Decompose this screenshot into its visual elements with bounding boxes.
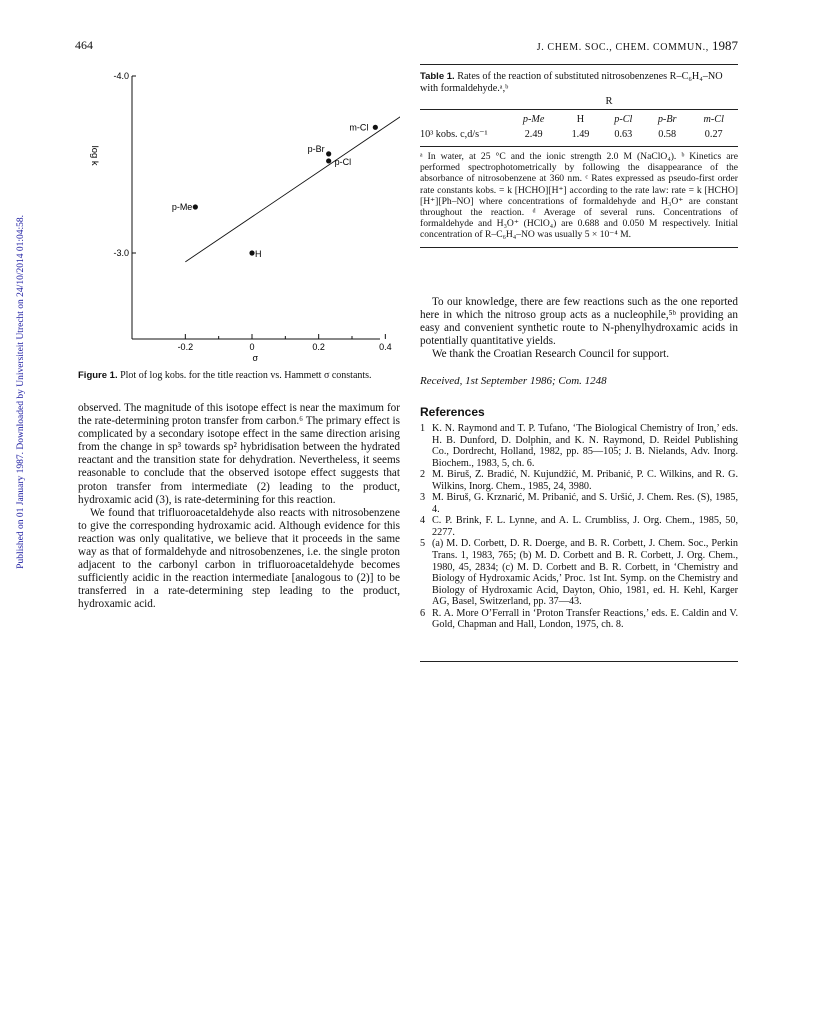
table-header-row (420, 110, 738, 129)
journal-name: J. CHEM. SOC., CHEM. COMMUN., (536, 42, 709, 53)
hammett-plot (80, 62, 400, 362)
right-column-text (420, 296, 738, 361)
table-cell: 0.27 (704, 129, 723, 140)
point-label: p-Br (307, 143, 325, 154)
x-axis-label: σ (252, 353, 259, 362)
point-label: H (255, 249, 262, 259)
figure-1 (80, 62, 400, 362)
data-point (249, 250, 254, 255)
table-title-text: Rates of the reaction of substituted nitrosobenzenes R–C₆H₄–NO with formaldehyde.ᵃ,ᵇ (420, 71, 723, 94)
point-label: p-Me (171, 201, 193, 212)
page-number: 464 (75, 38, 93, 52)
paragraph: We thank the Croatian Research Council for support. (432, 348, 670, 361)
point-label: p-Cl (334, 156, 352, 167)
y-axis-label: log k (89, 145, 100, 166)
reference-item: 5 (a) M. D. Corbett, D. R. Doerge, and B. R. Corbett, J. Chem. Soc., Perkin Trans. 1, 1983, 765; (b) M. D. Corbett and B. R. Corbett, J. Org. Chem., 1980, 45, 2834; (c) M. D. Corbett and B. R. Corbett, in ‘Chemistry and Biology of Hydroxamic Acids,’ Proc. 1st Int. Symp. on the Chemistry and Biology of Hydroxamic Acid, Dayton, Ohio, 1981, ed. H. Kehl, Karger AG, Basel, Switzerland, pp. 37—43. (420, 538, 738, 608)
x-tick-label: 0.2 (312, 342, 325, 352)
table-footnotes: ᵃ In water, at 25 °C and the ionic strength 2.0 M (NaClO₄). ᵇ Kinetics are performed spectrophotometrically by following the disappearance of the absorbance of nitrosobenzene at 360 nm. ᶜ Rates expressed as pseudo-first order rate constants kobs. = k [HCHO][H⁺] according to the rate law: rate = k [HCHO][H⁺][Ph–NO] where concentrations of formaldehyde and H₃O⁺ are constant throughout the reaction. ᵈ Average of several runs. Concentrations of formaldehyde and H₃O⁺ (HClO₄) are 0.688 and 0.050 M respectively. Initial concentration of R–C₆H₄–NO was usually 5 × 10⁻⁴ M. (420, 146, 738, 241)
reference-item: 6 R. A. More O’Ferrall in ‘Proton Transfer Reactions,’ eds. E. Caldin and V. Gold, Chapman and Hall, London, 1975, ch. 8. (420, 607, 738, 631)
download-watermark-text: Published on 01 January 1987. Downloaded by Universiteit Utrecht on 24/10/2014 01:04:58. (16, 215, 26, 569)
column-header: p-Me (508, 110, 559, 129)
x-tick-label: 0.4 (379, 342, 392, 352)
data-point (326, 158, 331, 163)
data-point (193, 204, 198, 209)
paragraph: observed. The magnitude of this isotope effect is near the maximum for the rate-determining proton transfer from carbon.⁶ The primary effect is complicated by a secondary isotope effect in the same direction arising from the change in sp³ towards sp² hybridisation between the hydrated reactant and the transition state for dehydration. Nevertheless, it seems reasonable to conclude that the observed isotope effect suggests that proton transfer from intermediate (2) leading to the product, hydroxamic acid (3), is rate-determining for this reaction. (78, 402, 400, 506)
x-tick-label: -0.2 (177, 342, 194, 352)
row-label: 10³ kobs. c,d/s⁻¹ (420, 129, 488, 140)
table-cell: 1.49 (571, 129, 590, 140)
left-column-text (78, 402, 400, 612)
y-tick-label: -3.0 (113, 248, 129, 258)
received-date: Received, 1st September 1986; Com. 1248 (420, 375, 607, 387)
references-list (420, 423, 738, 631)
figure-caption-text: Plot of log kobs. for the title reaction vs. Hammett σ constants. (120, 370, 372, 381)
table-cell: 2.49 (524, 129, 543, 140)
table-top-rule (420, 64, 738, 65)
table-group-header: R (605, 96, 613, 107)
paragraph: We found that trifluoroacetaldehyde also reacts with nitrosobenzene to give the corresponding hydroxamic acid. Although evidence for this reaction was only qualitative, we believe that it proceeds in the same way as that of formaldehyde and nitrosobenzenes, i.e. the single proton adjacent to the carbonyl carbon in trifluoroacetaldehyde becomes sufficiently acidic in the reaction intermediate [analogous to (2)] to be transferred in a rate-determining step leading to the product, hydroxamic acid. (78, 506, 400, 611)
download-watermark (2, 215, 26, 625)
column-header: H (559, 110, 601, 129)
references-heading: References (420, 405, 485, 419)
running-head (537, 38, 738, 54)
table-cell: 0.63 (614, 129, 633, 140)
table-cell: 0.58 (658, 129, 677, 140)
paragraph: To our knowledge, there are few reactions such as the one reported here in which the nitroso group acts as a nucleophile,⁵ᵇ providing an easy and convenient synthetic route to N-phenylhydroxamic acids in potentially quantitative yields. (420, 296, 738, 348)
figure-caption (78, 370, 400, 382)
reference-item: 2 M. Biruš, Z. Bradić, N. Kujundžić, M. Pribanić, P. C. Wilkins, and R. G. Wilkins, Inorg. Chem., 1985, 24, 3980. (420, 469, 738, 492)
reference-item: 3 M. Biruš, G. Krznarić, M. Pribanić, and S. Uršić, J. Chem. Res. (S), 1985, 4. (420, 492, 738, 515)
table-row (420, 128, 738, 146)
table-bottom-rule (420, 247, 738, 248)
column-header: m-Cl (689, 110, 738, 129)
x-tick-label: 0 (249, 342, 255, 352)
page-bottom-rule (420, 661, 738, 662)
figure-caption-label: Figure 1. (78, 370, 118, 381)
table-label: Table 1. (420, 71, 455, 82)
data-point (373, 125, 378, 130)
point-label: m-Cl (349, 122, 369, 133)
journal-year: 1987 (712, 38, 738, 53)
reference-item: 4 C. P. Brink, F. L. Lynne, and A. L. Crumbliss, J. Org. Chem., 1985, 50, 2277. (420, 515, 738, 538)
reference-item: 1 K. N. Raymond and T. P. Tufano, ‘The Biological Chemistry of Iron,’ eds. H. B. Dunford, D. Dolphin, and K. N. Raymond, D. Reidel Publishing Co., Dordrecht, Holland, 1982, pp. 85—105; J. B. Nielands, Adv. Inorg. Biochem., 1983, 5, ch. 6. (420, 423, 738, 469)
rates-table (420, 109, 738, 146)
table-title (420, 71, 738, 94)
table-1 (420, 64, 738, 248)
column-header: p-Br (645, 110, 690, 129)
y-tick-label: -4.0 (113, 71, 129, 81)
data-point (326, 151, 331, 156)
column-header: p-Cl (602, 110, 645, 129)
